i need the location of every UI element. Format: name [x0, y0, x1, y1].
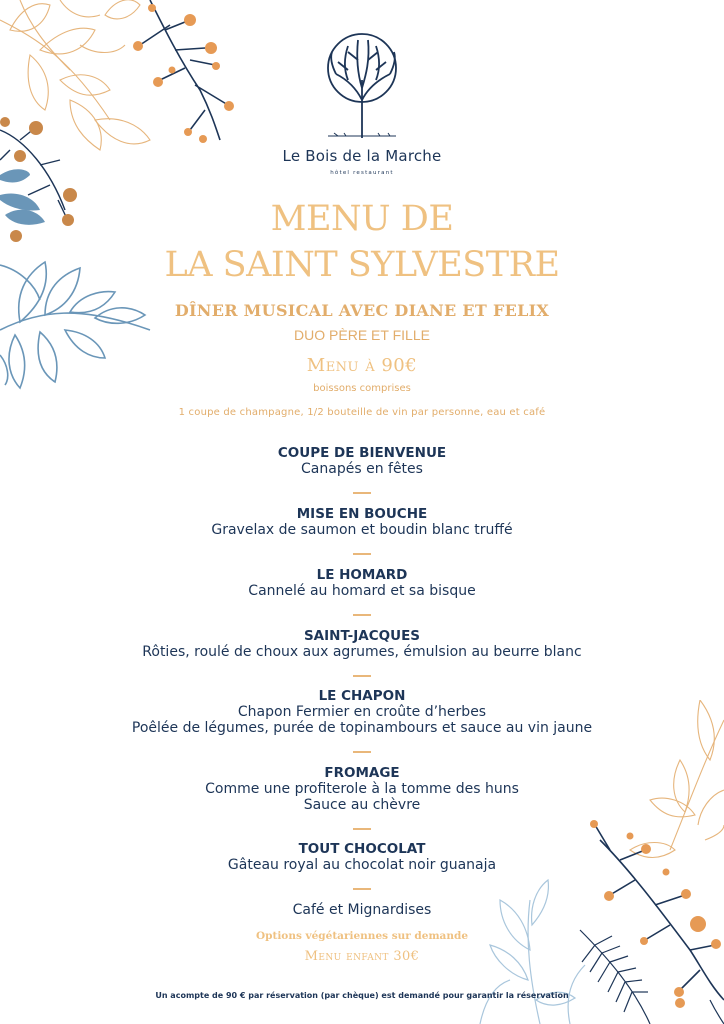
course-item [0, 688, 724, 736]
course-separator [353, 492, 371, 494]
course-item [0, 567, 724, 599]
course-description: Canapés en fêtes [301, 461, 423, 477]
course-description: Comme une profiterole à la tomme des huns [205, 781, 519, 797]
event-subtitle: DÎNER MUSICAL AVEC DIANE ET FELIX [174, 301, 550, 320]
course-title: SAINT-JACQUES [303, 628, 421, 644]
course-description: Cannelé au homard et sa bisque [248, 583, 476, 599]
course-title: LE HOMARD [316, 567, 408, 583]
child-menu-price: Menu enfant 30€ [304, 949, 420, 964]
course-item [0, 445, 724, 477]
menu-price: Menu à 90€ [306, 355, 418, 376]
course-separator [353, 751, 371, 753]
course-description: Gâteau royal au chocolat noir guanaja [227, 857, 497, 873]
tree-logo-icon [318, 30, 406, 142]
price-note: boissons comprises [313, 383, 411, 394]
course-item [0, 628, 724, 660]
course-item [0, 765, 724, 813]
brand-tagline: hôtel restaurant [330, 170, 394, 176]
course-description: Sauce au chèvre [303, 797, 421, 813]
course-separator [353, 675, 371, 677]
deposit-notice: Un acompte de 90 € par réservation (par chèque) est demandé pour garantir la réservation [155, 991, 569, 1000]
course-description: Rôties, roulé de choux aux agrumes, émulsion au beurre blanc [142, 644, 582, 660]
course-description: Gravelax de saumon et boudin blanc truffé [211, 522, 513, 538]
course-separator [353, 888, 371, 890]
course-title: COUPE DE BIENVENUE [277, 445, 447, 461]
duo-subtitle: DUO PÈRE ET FILLE [294, 327, 430, 343]
course-item [0, 506, 724, 538]
closing-item [0, 902, 724, 918]
vegetarian-options: Options végétariennes sur demande [255, 930, 469, 942]
course-separator [353, 614, 371, 616]
closing-text: Café et Mignardises [292, 902, 432, 918]
course-separator [353, 828, 371, 830]
course-item [0, 841, 724, 873]
course-description: Poêlée de légumes, purée de topinambours et sauce au vin jaune [131, 720, 593, 736]
brand-name: Le Bois de la Marche [282, 147, 442, 165]
course-separator [353, 553, 371, 555]
course-title: TOUT CHOCOLAT [298, 841, 426, 857]
menu-title-line-1: MENU DE [270, 199, 454, 239]
included-drinks: 1 coupe de champagne, 1/2 bouteille de vin par personne, eau et café [178, 407, 546, 418]
course-title: MISE EN BOUCHE [296, 506, 428, 522]
menu-title-line-2: LA SAINT SYLVESTRE [164, 245, 560, 285]
course-title: FROMAGE [324, 765, 400, 781]
course-title: LE CHAPON [318, 688, 406, 704]
course-description: Chapon Fermier en croûte d’herbes [237, 704, 487, 720]
